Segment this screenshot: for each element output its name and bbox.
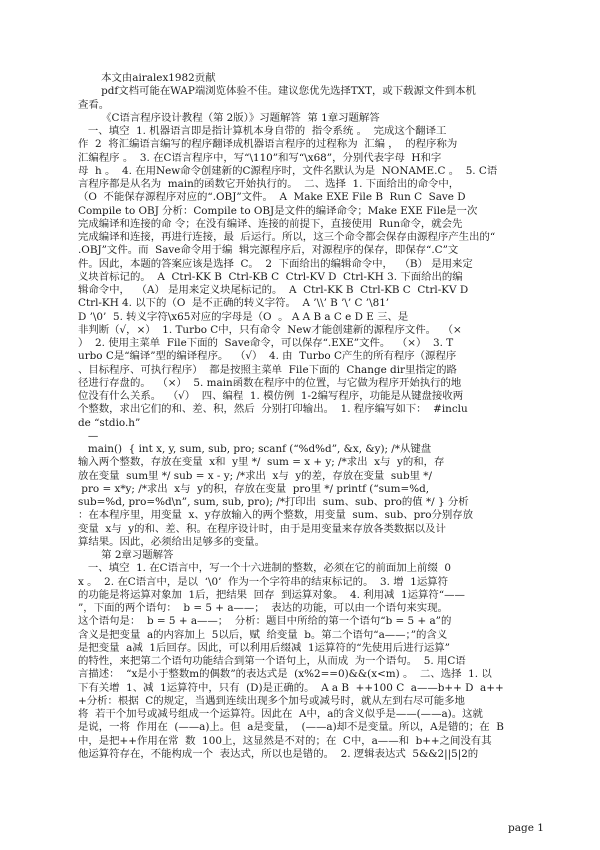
text-line: 辑命令中， （A） 是用来定义块尾标记的。 A Ctrl-KK B Ctrl-KB C Ctrl-KV D bbox=[78, 284, 469, 296]
text-line: 作 2 将汇编语言编写的程序翻译成机器语言程序的过程称为 汇编 ， 的程序称为 bbox=[78, 138, 458, 151]
text-line: Compile to OBJ 分析：Compile to OBJ是文件的编译命令；Make EXE File是一次 bbox=[78, 204, 478, 217]
text-line: 将 若干个加号或减号组成一个运算符。因此在 A中，a的含义似乎是——(——a)。这就 bbox=[78, 708, 483, 720]
text-line: pdf文档可能在WAP端浏览体验不佳。建议您优先选择TXT，或下载源文件到本机 bbox=[78, 85, 476, 98]
text-line: 母 h 。 4. 在用New命令创建新的C源程序时，文件名默认为是 NONAME.C 。 5. C语 bbox=[78, 164, 498, 177]
text-line: 是说，一将 作用在 (——a)上。但 a是变量， (——a)却不是变量。所以，A是错的；在 B bbox=[78, 721, 504, 734]
text-line: 是把变量 a减 1后回存。因此，可以利用后缀减 1运算符的“先使用后进行运算” bbox=[78, 641, 450, 654]
text-line: sub=%d, pro=%d\n”, sum, sub, pro); /*打印出 sum、sub、pro的值 */ } 分析 bbox=[78, 496, 469, 508]
text-line: 算结果。因此，必须给出足够多的变量。 bbox=[78, 535, 266, 548]
text-line: Ctrl-KH 4. 以下的（O 是不正确的转义字符。 A ’\\’ B ’\’ C ’\81’ bbox=[78, 297, 390, 310]
text-line: ：在本程序里，用变量 x、y存放输入的两个整数，用变量 sum、sub、pro分别存放 bbox=[78, 509, 474, 522]
text-line: .OBJ”文件。而 Save命令用于编 辑完源程序后，对源程序的保存，即保存“.C”文 bbox=[78, 244, 459, 257]
text-line: urbo C是“编译”型的编译程序。 （√） 4. 由 Turbo C产生的所有程序（源程序 bbox=[78, 350, 457, 363]
text-line: — bbox=[78, 429, 99, 442]
text-line: 含义是把变量 a的内容加上 5以后，赋 给变量 b。第二个语句“a——；”的含义 bbox=[78, 628, 448, 641]
text-line: 义块首标记的。 A Ctrl-KK B Ctrl-KB C Ctrl-KV D Ctrl-KH 3. 下面给出的编 bbox=[78, 270, 463, 283]
text-line: 言程序都是从名为 main的函数它开始执行的。 二、选择 1. 下面给出的命令中， bbox=[78, 178, 460, 190]
text-line: （O 不能保存源程序对应的“.OBJ”文件。 A Make EXE File B Run C Save D bbox=[78, 191, 466, 204]
text-line: 输入两个整数，存放在变量 x和 y里 */ sum = x + y; /*求出 x与 y的和，存 bbox=[78, 456, 445, 469]
text-line: 、目标程序、可执行程序） 都是按照主菜单 File下面的 Change dir里指定的路 bbox=[78, 363, 457, 376]
text-line: 下有关增 1、减 1运算符中，只有 (D)是正确的。 A a B ++100 C a——b++ D a++ bbox=[78, 681, 504, 694]
text-line: 《C语言程序设计教程（第 2版）》习题解答 第 1章习题解答 bbox=[78, 111, 380, 124]
text-line: de “stdio.h” bbox=[78, 416, 141, 429]
text-line: 放在变量 sum里 */ sub = x - y; /*求出 x与 y的差，存放在变量 sub里 */ bbox=[78, 469, 432, 482]
text-line: 完成编译和连接的命 令；在没有编译、连接的前提下，直接使用 Run命令，就会先 bbox=[78, 217, 463, 230]
text-line: 查看。 bbox=[78, 98, 110, 111]
text-line: 本文由airalex1982贡献 bbox=[78, 72, 216, 84]
text-line: 言描述： “x是小于整数m的偶数”的表达式是 (x%2==0)&&(x<m) 。 二、选择 1. 以 bbox=[78, 668, 492, 681]
text-line: 的功能是将运算对象加 1后，把结果 回存 到运算对象。 4. 利用减 1运算符“—— bbox=[78, 588, 465, 601]
text-line: 的特性，来把第二个语句功能结合到第一个语句上，从而成 为一个语句。 5. 用C语 bbox=[78, 655, 466, 667]
text-line: 径进行存盘的。 （×） 5. main函数在程序中的位置，与它做为程序开始执行的地 bbox=[78, 376, 462, 389]
text-line: 个整数，求出它们的和、差、积，然后 分别打印输出。 1. 程序编写如下： #inclu bbox=[78, 403, 468, 416]
text-line: 汇编程序 。 3. 在C语言程序中，写“\110”和写“\x68”，分别代表字母 H和字 bbox=[78, 151, 442, 164]
text-line: x 。 2. 在C语言中，是以 ‘\0’ 作为一个字符串的结束标记的。 3. 增 1运算符 bbox=[78, 575, 449, 588]
text-line: 变量 x与 y的和、差、积。在程序设计时，由于是用变量来存放各类数据以及计 bbox=[78, 522, 446, 535]
text-line: 非判断（√，×） 1. Turbo C中，只有命令 New才能创建新的源程序文件。 （× bbox=[78, 323, 462, 336]
text-line: main() { int x, y, sum, sub, pro; scanf (“%d%d”, &x, &y); /*从键盘 bbox=[78, 443, 432, 455]
page-footer: page 1 bbox=[508, 822, 544, 834]
text-line: 件。因此，本题的答案应该是选择 C。 2 下面给出的编辑命令中， （B） 是用来定 bbox=[78, 257, 473, 270]
text-line: ”，下面的两个语句： b = 5 + a——； 表达的功能，可以由一个语句来实现。 bbox=[78, 602, 448, 614]
text-line: 一、填空 1. 在C语言中，写一个十六进制的整数，必须在它的前面加上前缀 0 bbox=[78, 562, 452, 575]
text-line: ） 2. 使用主菜单 File下面的 Save命令，可以保存“.EXE”文件。 （×） 3. T bbox=[78, 337, 454, 349]
text-line: 中，是把++作用在常 数 100上，这显然是不对的；在 C中，a——和 b++之间没有其 bbox=[78, 734, 492, 747]
text-line: 一、填空 1. 机器语言即是指计算机本身自带的 指令系统 。 完成这个翻译工 bbox=[78, 125, 447, 137]
text-line: pro = x*y; /*求出 x与 y的积，存放在变量 pro里 */ printf (“sum=%d, bbox=[78, 482, 430, 495]
text-line: 第 2章习题解答 bbox=[78, 549, 174, 561]
text-line: 位没有什么关系。 （√） 四、编程 1. 模仿例 1-2编写程序，功能是从键盘接收两 bbox=[78, 390, 464, 402]
text-line: D ’\0’ 5. 转义字符\x65对应的字母是（O 。 A A B a C e D E 三、是 bbox=[78, 310, 409, 323]
text-line: +分析：根据 C的规定，当遇到连续出现多个加号或减号时，就从左到右尽可能多地 bbox=[78, 694, 465, 707]
text-line: 完成编译和连接，再进行连接，最 后运行。所以，这三个命令都会保存由源程序产生出的“ bbox=[78, 231, 496, 243]
text-line: 这个语句是： b = 5 + a——； 分析：题目中所给的第一个语句“b = 5 + a”的 bbox=[78, 615, 452, 628]
document-body bbox=[78, 72, 530, 761]
text-line: 他运算符存在，不能构成一个 表达式，所以也是错的。 2. 逻辑表达式 5&&2||5|2的 bbox=[78, 747, 479, 760]
